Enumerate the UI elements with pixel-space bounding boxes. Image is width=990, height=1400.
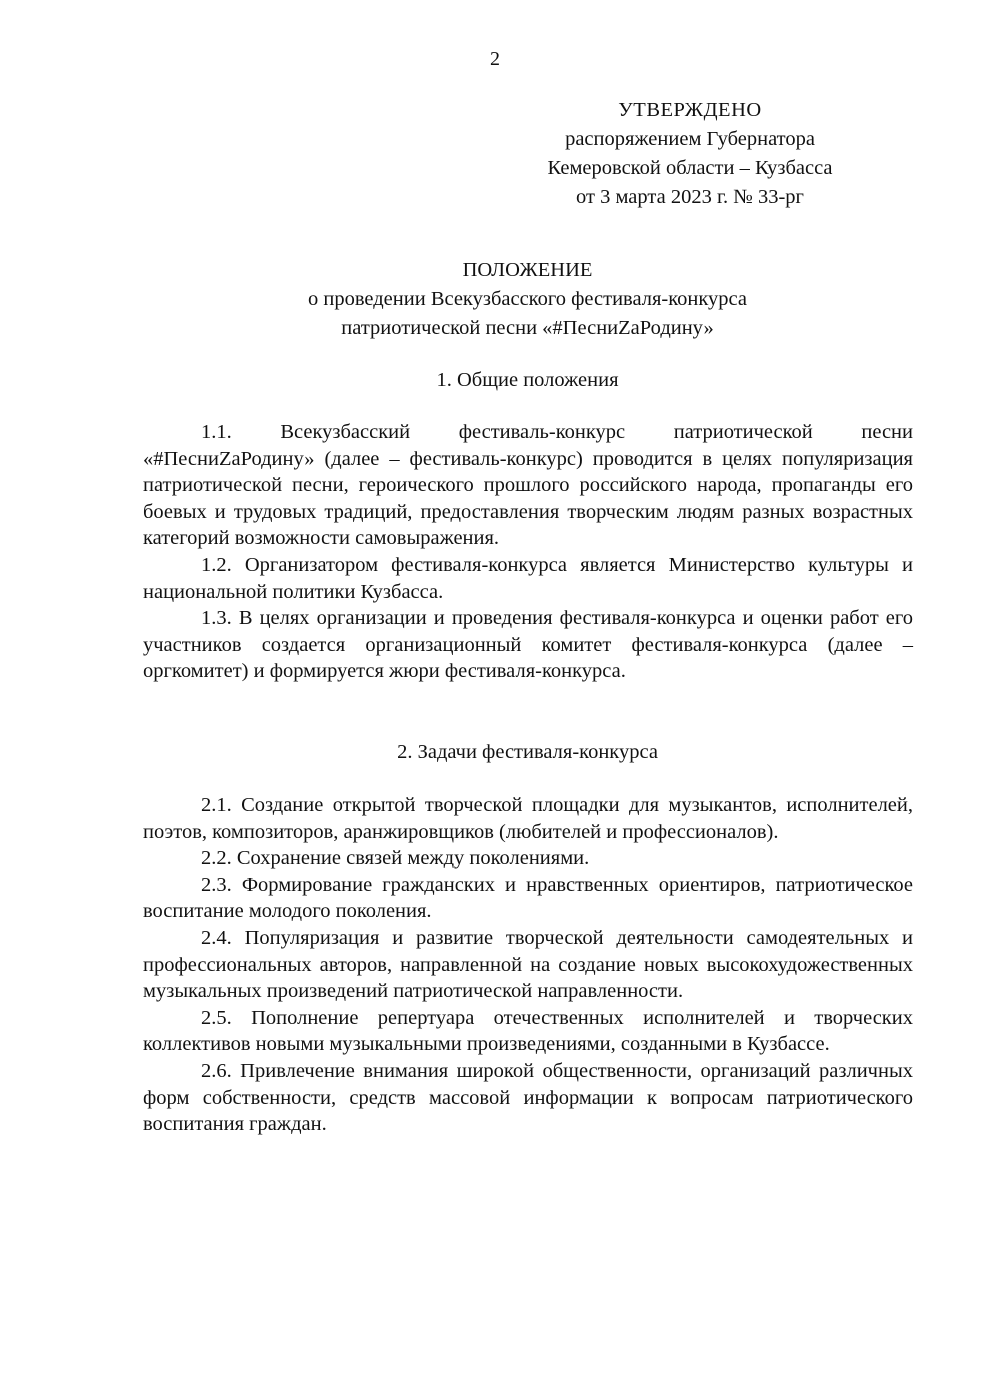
paragraph: 1.2. Организатором фестиваля-конкурса является Министерство культуры и национальной политики Кузбасса. bbox=[143, 553, 913, 603]
paragraph: 1.3. В целях организации и проведения фестиваля-конкурса и оценки работ его участников создается организационный комитет фестиваля-конкурса (далее – оргкомитет) и формируется жюри фестиваля-конкурса. bbox=[143, 607, 913, 683]
approval-line: распоряжением Губернатора bbox=[565, 128, 815, 150]
paragraph: 2.3. Формирование гражданских и нравственных ориентиров, патриотическое воспитание молодого поколения. bbox=[143, 873, 913, 923]
section-heading: 1. Общие положения bbox=[436, 369, 619, 391]
page-number: 2 bbox=[490, 48, 500, 70]
approval-line: Кемеровской области – Кузбасса bbox=[547, 157, 833, 179]
paragraph: 1.1. Всекузбасский фестиваль-конкурс патриотической песни «#ПесниZaРодину» (далее – фестиваль-конкурс) проводится в целях популяризация патриотической песни, героического прошлого российского народа, пропаганды его боевых и трудовых традиций, предоставления творческим людям разных возрастных категорий возможности самовыражения. bbox=[143, 421, 913, 550]
paragraph: 2.6. Привлечение внимания широкой общественности, организаций различных форм собственности, средств массовой информации к вопросам патриотического воспитания граждан. bbox=[143, 1059, 913, 1136]
title-heading: ПОЛОЖЕНИЕ bbox=[462, 259, 593, 281]
section-heading: 2. Задачи фестиваля-конкурса bbox=[397, 741, 658, 763]
section-body bbox=[143, 419, 913, 685]
approval-heading: УТВЕРЖДЕНО bbox=[618, 99, 762, 121]
title-subline: патриотической песни «#ПесниZaРодину» bbox=[341, 317, 714, 339]
approval-block bbox=[480, 96, 900, 212]
approval-date-line: от 3 марта 2023 г. № 33-рг bbox=[576, 186, 804, 208]
title-subline: о проведении Всекузбасского фестиваля-конкурса bbox=[308, 288, 747, 310]
paragraph: 2.1. Создание открытой творческой площадки для музыкантов, исполнителей, поэтов, композиторов, аранжировщиков (любителей и профессионалов). bbox=[143, 794, 913, 843]
section-body bbox=[143, 792, 913, 1138]
paragraph: 2.5. Пополнение репертуара отечественных исполнителей и творческих коллективов новыми музыкальными произведениями, созданными в Кузбассе. bbox=[143, 1006, 913, 1056]
document-title bbox=[140, 256, 915, 343]
paragraph: 2.4. Популяризация и развитие творческой деятельности самодеятельных и профессиональных авторов, направленной на создание новых высокохудожественных музыкальных произведений патриотической направленности. bbox=[143, 926, 913, 1003]
paragraph: 2.2. Сохранение связей между поколениями. bbox=[201, 847, 590, 870]
